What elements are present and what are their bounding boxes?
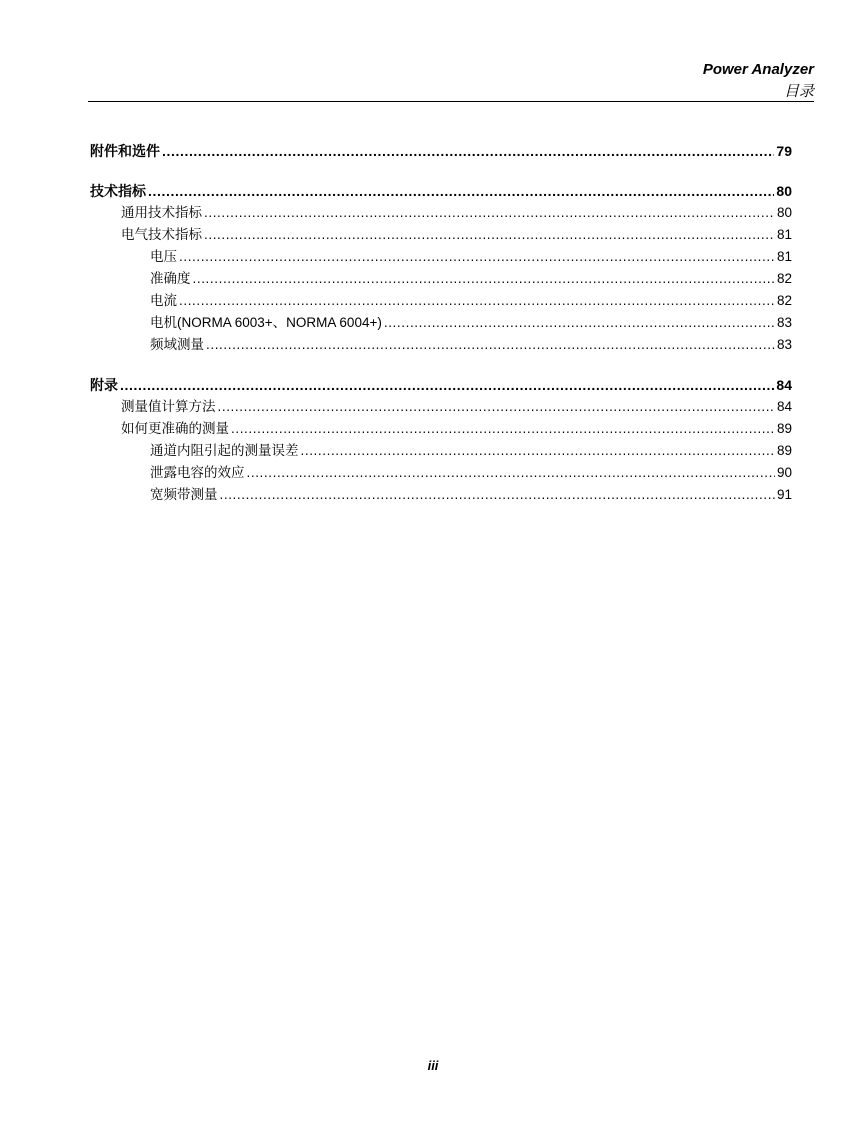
toc-entry-title: 电机(NORMA 6003+、NORMA 6004+) (150, 315, 382, 330)
toc-entry[interactable] (90, 334, 792, 356)
toc-entry[interactable] (90, 484, 792, 506)
document-title: Power Analyzer (702, 61, 814, 78)
toc-entry[interactable] (90, 290, 792, 312)
toc-entry-title: 频域测量 (150, 337, 204, 352)
toc-page-number: 80 (776, 205, 792, 220)
toc-leader-dots (247, 462, 775, 484)
toc-leader-dots (384, 312, 775, 334)
toc-leader-dots (218, 396, 775, 418)
toc-entry-title: 附录 (90, 377, 118, 393)
toc-entry-title: 附件和选件 (90, 143, 160, 159)
toc-leader-dots (162, 140, 774, 162)
toc-page-number: 84 (776, 399, 792, 414)
toc-entry[interactable] (90, 202, 792, 224)
toc-entry[interactable] (90, 140, 792, 162)
toc-page-number: 84 (776, 377, 792, 393)
toc-leader-dots (179, 246, 775, 268)
page-number: iii (427, 1058, 439, 1073)
toc-entry[interactable] (90, 396, 792, 418)
toc-entry[interactable] (90, 312, 792, 334)
toc-entry-title: 技术指标 (90, 183, 146, 199)
toc-leader-dots (204, 224, 775, 246)
table-of-contents (90, 140, 792, 506)
toc-leader-dots (204, 202, 775, 224)
toc-entry[interactable] (90, 440, 792, 462)
toc-page-number: 79 (776, 143, 792, 159)
toc-entry-title: 电压 (150, 249, 177, 264)
toc-entry[interactable] (90, 418, 792, 440)
page-header (88, 60, 814, 102)
toc-entry-title: 泄露电容的效应 (150, 465, 245, 480)
toc-page-number: 82 (776, 271, 792, 286)
toc-entry-title: 测量值计算方法 (121, 399, 216, 414)
toc-page-number: 82 (776, 293, 792, 308)
toc-entry[interactable] (90, 462, 792, 484)
toc-leader-dots (206, 334, 775, 356)
toc-page-number: 83 (776, 337, 792, 352)
toc-page-number: 81 (776, 249, 792, 264)
toc-entry[interactable] (90, 180, 792, 202)
toc-entry[interactable] (90, 246, 792, 268)
section-title: 目录 (783, 83, 814, 100)
toc-leader-dots (220, 484, 775, 506)
toc-leader-dots (301, 440, 775, 462)
toc-entry-title: 电流 (150, 293, 177, 308)
toc-page-number: 80 (776, 183, 792, 199)
toc-page-number: 81 (776, 227, 792, 242)
toc-entry[interactable] (90, 374, 792, 396)
toc-entry-title: 通道内阻引起的测量误差 (150, 443, 299, 458)
toc-leader-dots (193, 268, 775, 290)
toc-page-number: 83 (776, 315, 792, 330)
toc-entry-title: 通用技术指标 (121, 205, 202, 220)
toc-page-number: 90 (776, 465, 792, 480)
toc-entry-title: 准确度 (150, 271, 191, 286)
toc-entry[interactable] (90, 224, 792, 246)
toc-entry[interactable] (90, 268, 792, 290)
toc-leader-dots (231, 418, 775, 440)
toc-leader-dots (120, 374, 774, 396)
toc-entry-title: 电气技术指标 (121, 227, 202, 242)
toc-leader-dots (148, 180, 774, 202)
toc-entry-title: 如何更准确的测量 (121, 421, 229, 436)
toc-page-number: 89 (776, 421, 792, 436)
toc-leader-dots (179, 290, 775, 312)
toc-page-number: 91 (776, 487, 792, 502)
toc-entry-title: 宽频带测量 (150, 487, 218, 502)
toc-page-number: 89 (776, 443, 792, 458)
